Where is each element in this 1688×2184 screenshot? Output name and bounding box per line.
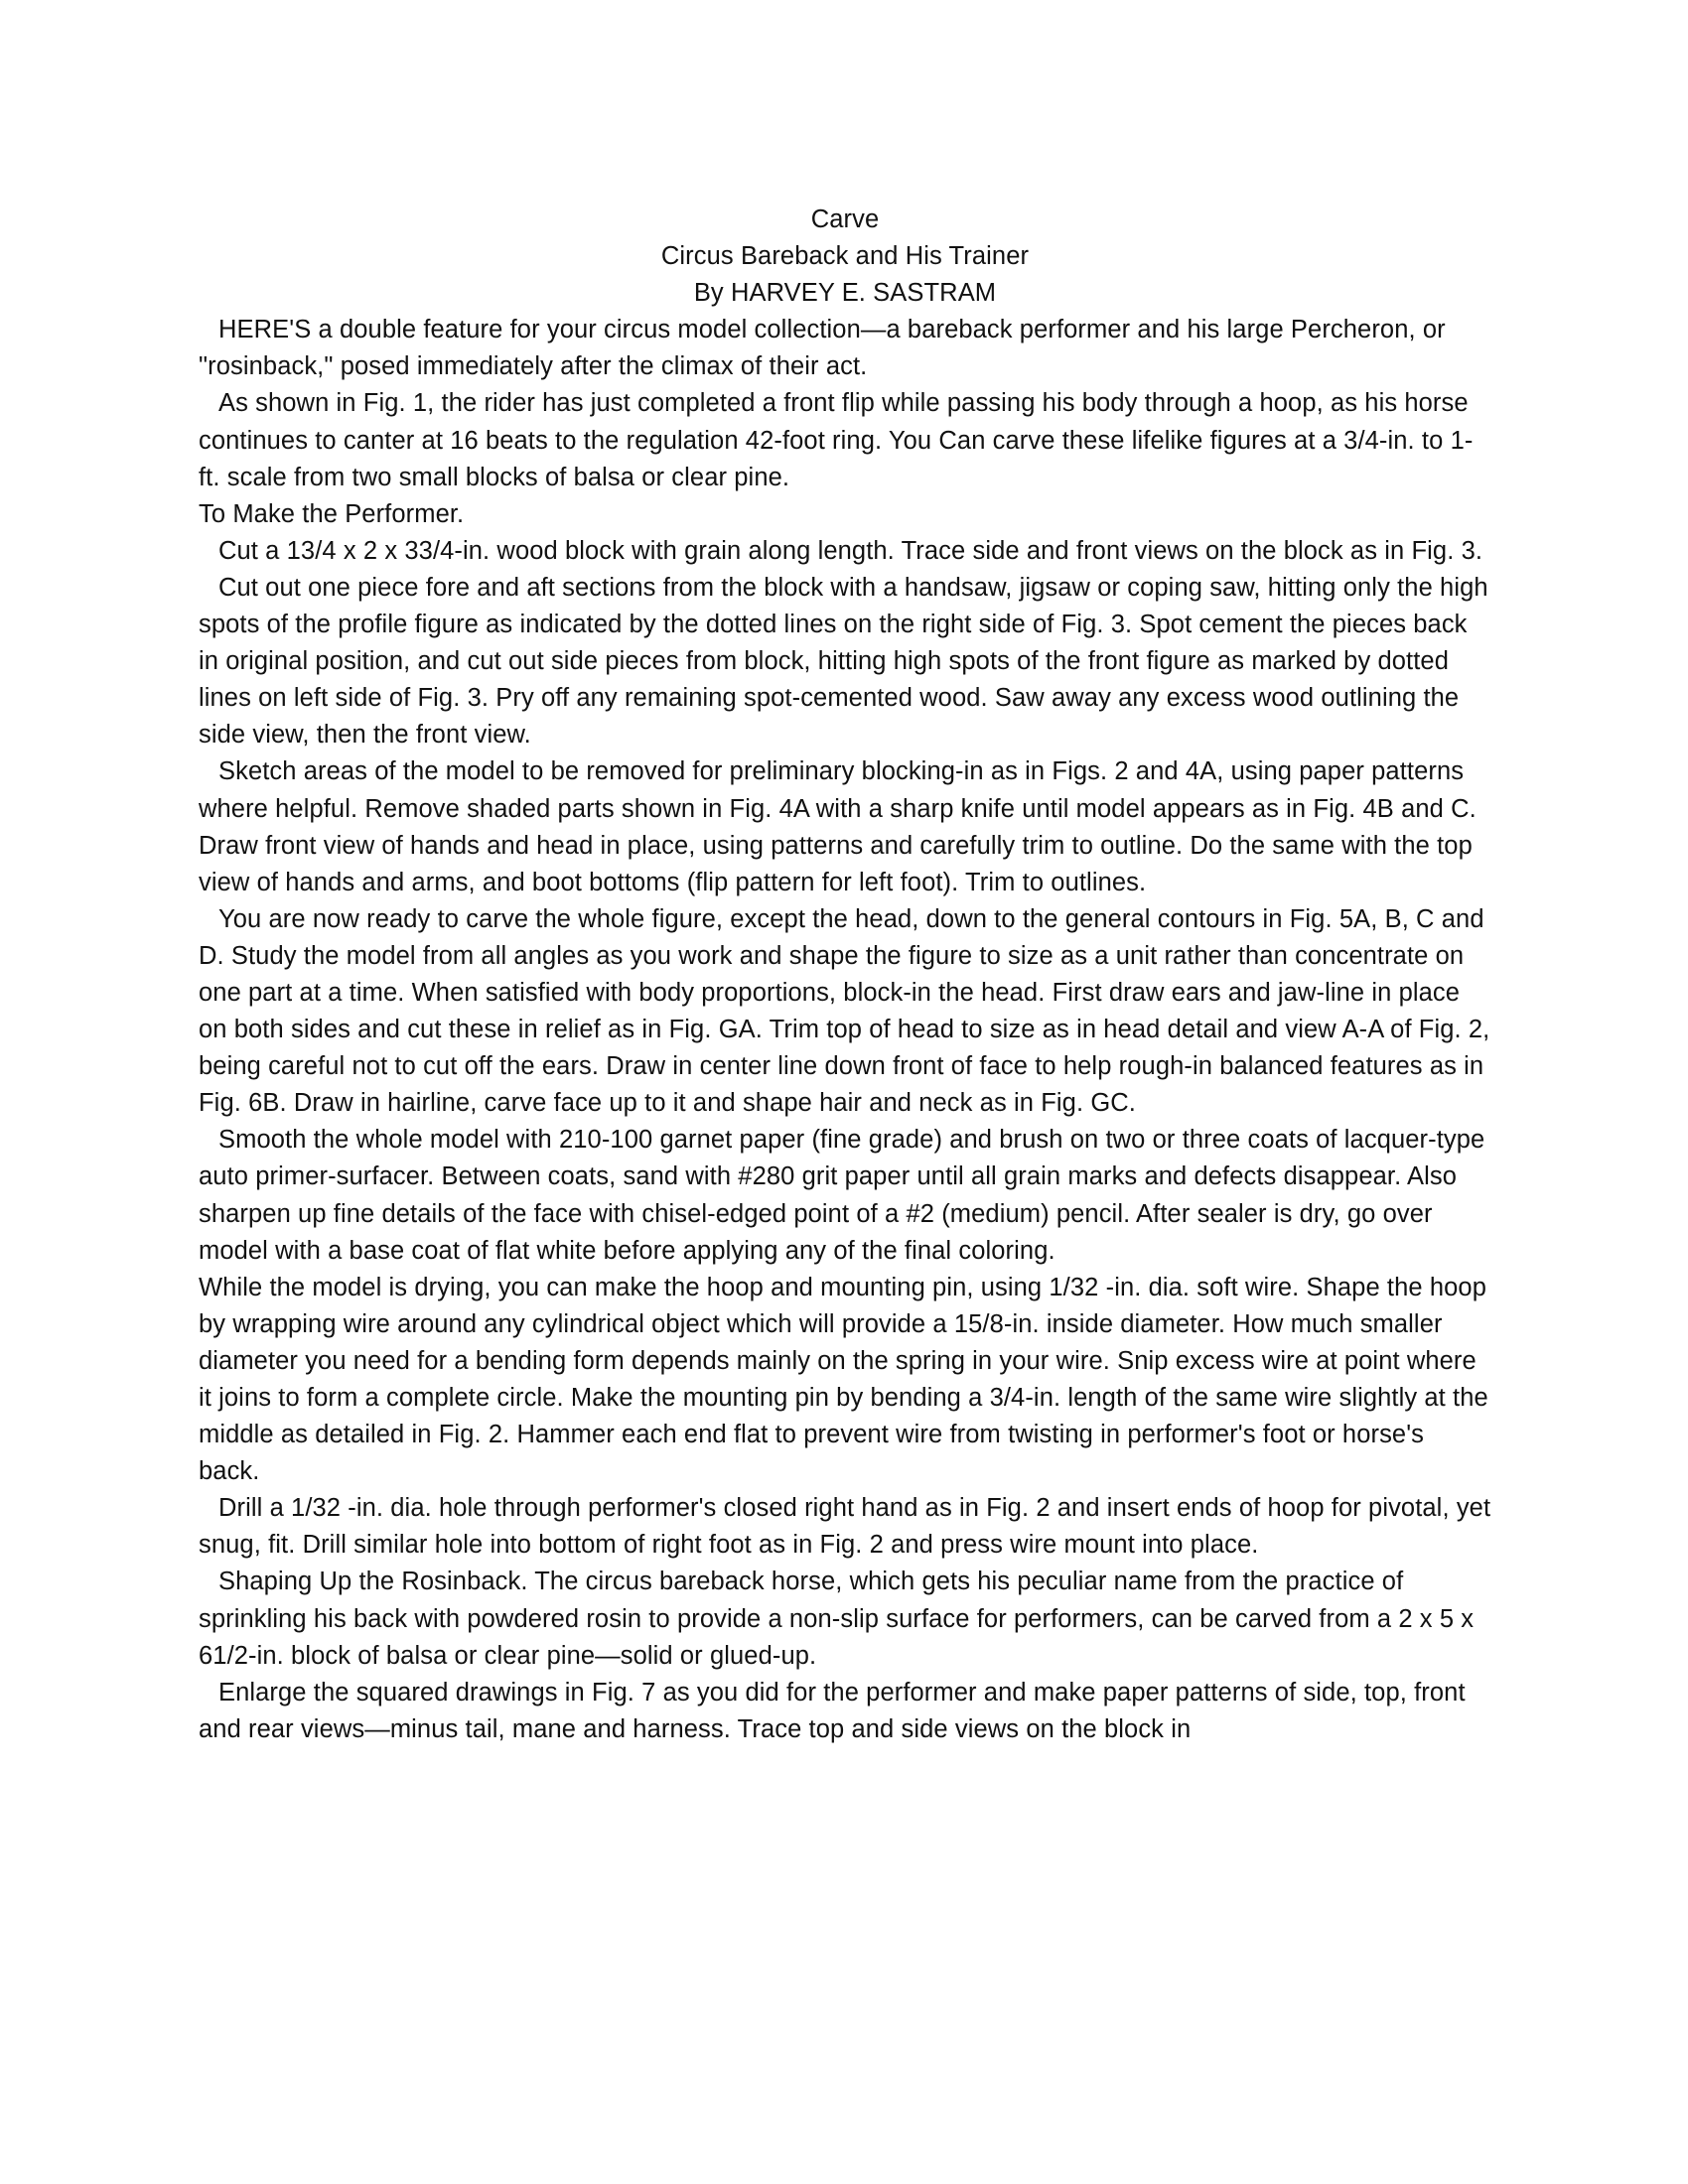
paragraph-4: Cut out one piece fore and aft sections from the block with a handsaw, jigsaw or coping saw, hitting only the high spots of the profile figure as indicated by the dotted lines on the right side of Fig. 3. Spot cement the pieces back in original position, and cut out side pieces from block, hitting high spots of the front figure as marked by dotted lines on left side of Fig. 3. Pry off any remaining spot-cemented wood. Saw away any excess wood outlining the side view, then the front view. (199, 573, 1488, 750)
article-kicker: Carve (810, 205, 880, 233)
paragraph-8: While the model is drying, you can make the hoop and mounting pin, using 1/32 -in. dia. soft wire. Shape the hoop by wrapping wire around any cylindrical object which will provide a 15/8-in. inside diameter. How much smaller diameter you need for a bending form depends mainly on the spring in your wire. Snip excess wire at point where it joins to form a complete circle. Make the mounting pin by bending a 3/4-in. length of the same wire slightly at the middle as detailed in Fig. 2. Hammer each end flat to prevent wire from twisting in performer's foot or horse's back. (199, 1273, 1488, 1486)
paragraph-6: You are now ready to carve the whole figure, except the head, down to the general contours in Fig. 5A, B, C and D. Study the model from all angles as you work and shape the figure to size as a unit rather than concentrate on one part at a time. When satisfied with body proportions, block-in the head. First draw ears and jaw-line in place on both sides and cut these in relief as in Fig. GA. Trim top of head to size as in head detail and view A-A of Fig. 2, being careful not to cut off the ears. Draw in center line down front of face to help rough-in balanced features as in Fig. 6B. Draw in hairline, carve face up to it and shape hair and neck as in Fig. GC. (199, 904, 1490, 1118)
article-body (199, 202, 1491, 1748)
paragraph-5: Sketch areas of the model to be removed for preliminary blocking-in as in Figs. 2 and 4A, using paper patterns where helpful. Remove shaded parts shown in Fig. 4A with a sharp knife until model appears as in Fig. 4B and C. Draw front view of hands and head in place, using patterns and carefully trim to outline. Do the same with the top view of hands and arms, and boot bottoms (flip pattern for left foot). Trim to outlines. (199, 757, 1477, 896)
paragraph-9: Drill a 1/32 -in. dia. hole through performer's closed right hand as in Fig. 2 and insert ends of hoop for pivotal, yet snug, fit. Drill similar hole into bottom of right foot as in Fig. 2 and press wire mount into place. (199, 1494, 1491, 1560)
paragraph-2: As shown in Fig. 1, the rider has just completed a front flip while passing his body through a hoop, as his horse continues to canter at 16 beats to the regulation 42-foot ring. You Can carve these lifelike figures at a 3/4-in. to 1-ft. scale from two small blocks of balsa or clear pine. (199, 389, 1474, 491)
paragraph-7: Smooth the whole model with 210-100 garnet paper (fine grade) and brush on two or three coats of lacquer-type auto primer-surfacer. Between coats, sand with #280 grit paper until all grain marks and defects disappear. Also sharpen up fine details of the face with chisel-edged point of a #2 (medium) pencil. After sealer is dry, go over model with a base coat of flat white before applying any of the final coloring. (199, 1126, 1485, 1265)
paragraph-1: HERE'S a double feature for your circus model collection—a bareback performer and his large Percheron, or "rosinback," posed immediately after the climax of their act. (199, 316, 1446, 381)
paragraph-3: Cut a 13/4 x 2 x 33/4-in. wood block with grain along length. Trace side and front views on the block as in Fig. 3. (218, 536, 1483, 565)
paragraph-10: Shaping Up the Rosinback. The circus bareback horse, which gets his peculiar name from the practice of sprinkling his back with powdered rosin to provide a non-slip surface for performers, can be carved from a 2 x 5 x 61/2-in. block of balsa or clear pine—solid or glued-up. (199, 1568, 1475, 1670)
paragraph-11: Enlarge the squared drawings in Fig. 7 as you did for the performer and make paper patterns of side, top, front and rear views—minus tail, mane and harness. Trace top and side views on the block in (199, 1678, 1466, 1743)
article-title: Circus Bareback and His Trainer (660, 242, 1030, 271)
article-byline: By HARVEY E. SASTRAM (693, 279, 997, 308)
section-heading-performer: To Make the Performer. (199, 499, 465, 528)
